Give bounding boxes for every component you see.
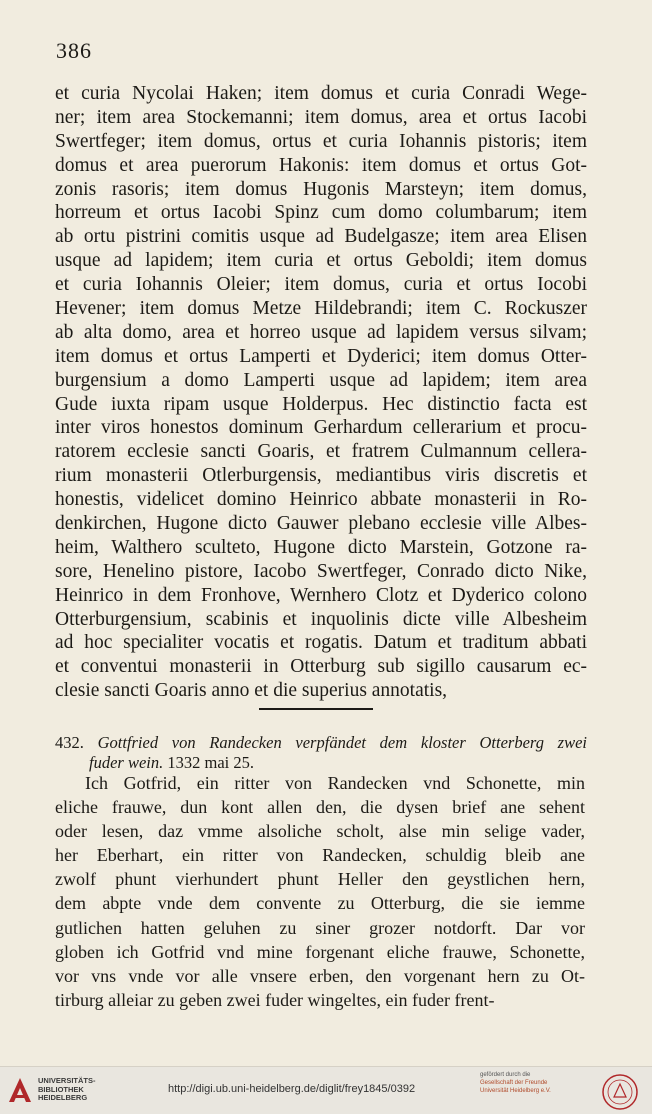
text-line: clesie sancti Goaris anno et die superius annotatis, (55, 680, 448, 702)
text-line: usque ad lapidem; item curia et ortus Geboldi; item domus (55, 250, 587, 272)
text-line: dem abpte vnde dem convente zu Otterburg, die sie iemme (55, 893, 585, 914)
permalink-url[interactable]: http://digi.ub.uni-heidelberg.de/diglit/frey1845/0392 (168, 1083, 416, 1095)
sponsor-credit (480, 1071, 551, 1095)
text-line: inter viros honestos dominum Gerhardum cellerarium et procu- (55, 417, 587, 439)
library-name-line-2: BIBLIOTHEK (38, 1084, 84, 1094)
text-line: heim, Walthero sculteto, Hugone dicto Marstein, Gotzone ra- (55, 536, 587, 558)
sponsor-org-line-1: Gesellschaft der Freunde (480, 1080, 548, 1086)
text-line: oder lesen, daz vmme alsoliche scholt, alse min selige vader, (55, 821, 585, 842)
text-line: ner; item area Stockemanni; item domus, area et ortus Iacobi (55, 106, 587, 128)
sponsor-intro: gefördert durch die (480, 1072, 531, 1078)
body-paragraph-1 (55, 82, 587, 703)
text-line: Ich Gotfrid, ein ritter von Randecken vnd Schonette, min (85, 773, 585, 793)
text-line: et conventui monasterii in Otterburg sub sigillo causarum ec- (55, 656, 587, 678)
document-heading (55, 733, 587, 773)
text-line: honestis, videlicet domino Heinrico abbate monasterii in Ro- (55, 489, 587, 511)
university-seal-icon (598, 1073, 642, 1111)
text-line: Hevener; item domus Metze Hildebrandi; item C. Rockuszer (55, 298, 587, 320)
text-line: her Eberhart, ein ritter von Randecken, schuldig bleib ane (55, 845, 585, 866)
document-date: 1332 mai 25. (167, 753, 254, 772)
digitization-footer (0, 1066, 652, 1114)
text-line: tirburg alleiar zu geben zwei fuder wingeltes, ein fuder frent- (55, 989, 495, 1010)
text-line: sore, Henelino pistore, Iacobo Swertfeger, Conrado dicto Nike, (55, 560, 587, 582)
body-paragraph-2 (55, 771, 585, 1012)
text-line: Heinrico in dem Fronhove, Wernhero Clotz et Dyderico colono (55, 584, 587, 606)
text-line: eliche frauwe, dun kont allen den, die dysen brief ane sehent (55, 797, 585, 818)
text-line: et curia Iohannis Oleier; item domus, curia et ortus Iocobi (55, 274, 587, 296)
library-name-line-3: HEIDELBERG (38, 1093, 88, 1102)
heading-line-2 (55, 753, 587, 773)
text-line: Otterburgensium, scabinis et inquolinis dicte ville Albesheim (55, 608, 587, 630)
document-title-continued: fuder wein. (89, 753, 164, 772)
text-line: zwolf phunt vierhundert phunt Heller den geystlichen hern, (55, 869, 585, 890)
text-line: ab ortu pistrini comitis usque ad Budelgasze; item area Elisen (55, 226, 587, 248)
text-line: zonis rasoris; item domus Hugonis Marsteyn; item domus, (55, 178, 587, 200)
page-number: 386 (56, 38, 92, 63)
text-line: et curia Nycolai Haken; item domus et curia Conradi Wege- (55, 83, 587, 104)
library-name-line-1: UNIVERSITÄTS- (38, 1076, 96, 1085)
sponsor-org-line-2: Universität Heidelberg e.V. (480, 1088, 551, 1094)
document-number: 432. (55, 733, 84, 752)
university-library-logo-icon (6, 1075, 34, 1105)
text-line: rium monasterii Otlerburgensis, mediantibus viris discretis et (55, 465, 587, 487)
library-name (38, 1077, 96, 1103)
text-line: item domus et ortus Lamperti et Dyderici; item domus Otter- (55, 345, 587, 367)
text-line: ab alta domo, area et horreo usque ad lapidem versus silvam; (55, 321, 587, 343)
text-line: denkirchen, Hugone dicto Gauwer plebano ecclesie ville Albes- (55, 513, 587, 535)
text-line: ratorem ecclesie sancti Goaris, et fratrem Culmannum cellera- (55, 441, 587, 463)
section-divider (259, 708, 373, 710)
text-line: horreum et ortus Iacobi Spinz cum domo columbarum; item (55, 202, 587, 224)
text-line: domus et area puerorum Hakonis: item domus et ortus Got- (55, 154, 587, 176)
text-line: globen ich Gotfrid vnd mine forgenant eliche frauwe, Schonette, (55, 941, 585, 962)
text-line: ad hoc specialiter vocatis et rogatis. Datum et traditum abbati (55, 632, 587, 654)
document-title: Gottfried von Randecken verpfändet dem kloster Otterberg zwei (97, 733, 588, 752)
heading-line-1 (55, 733, 587, 753)
text-line: gutlichen hatten geluhen zu siner grozer notdorft. Dar vor (55, 917, 585, 938)
text-line: vor vns vnde vor alle vnsere erben, den vorgenant hern zu Ot- (55, 965, 585, 986)
text-line: Gude iuxta ripam usque Holderpus. Hec distinctio facta est (55, 393, 587, 415)
text-line: Swertfeger; item domus, ortus et curia Iohannis pistoris; item (55, 130, 587, 152)
text-line: burgensium a domo Lamperti usque ad lapidem; item area (55, 369, 587, 391)
